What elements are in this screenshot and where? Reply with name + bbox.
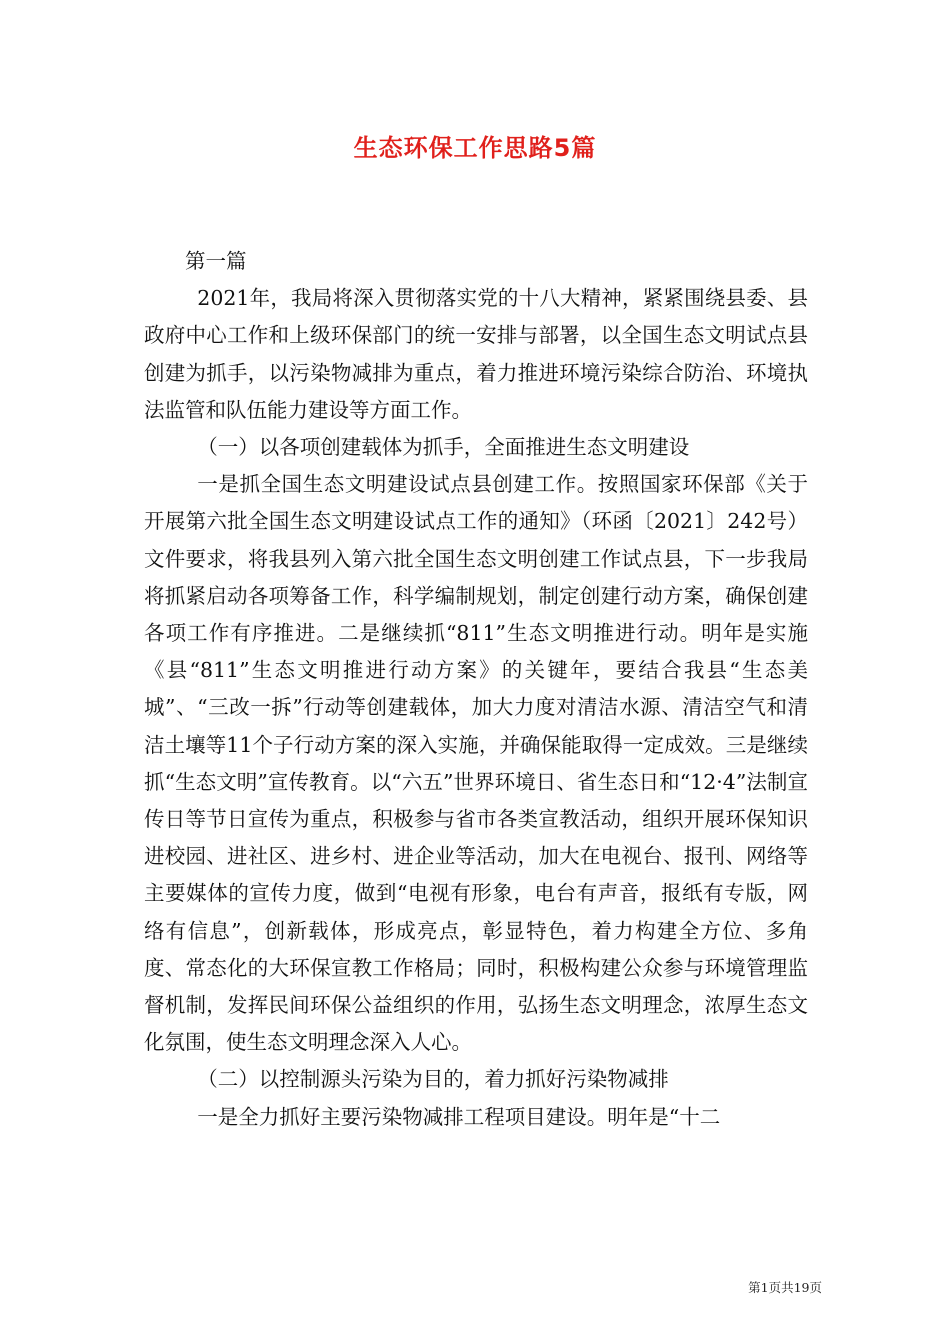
document-body bbox=[144, 243, 808, 1136]
paragraph-intro: 2021年，我局将深入贯彻落实党的十八大精神，紧紧围绕县委、县政府中心工作和上级环保部门的统一安排与部署，以全国生态文明试点县创建为抓手，以污染物减排为重点，着力推进环境污染综合防治、环境执法监管和队伍能力建设等方面工作。 bbox=[144, 286, 808, 422]
section-heading-2: （二）以控制源头污染为目的，着力抓好污染物减排 bbox=[197, 1067, 669, 1092]
section-heading-1: （一）以各项创建载体为抓手，全面推进生态文明建设 bbox=[197, 435, 690, 460]
section-label: 第一篇 bbox=[185, 249, 247, 273]
paragraph-ecological-civilization: 一是抓全国生态文明建设试点县创建工作。按照国家环保部《关于开展第六批全国生态文明建设试点工作的通知》（环函〔2021〕242号）文件要求，将我县列入第六批全国生态文明创建工作试点县，下一步我局将抓紧启动各项筹备工作，科学编制规划，制定创建行动方案，确保创建各项工作有序推进。二是继续抓“811”生态文明推进行动。明年是实施《县“811”生态文明推进行动方案》的关键年，要结合我县“生态美城”、“三改一拆”行动等创建载体，加大力度对清洁水源、清洁空气和清洁土壤等11个子行动方案的深入实施，并确保能取得一定成效。三是继续抓“生态文明”宣传教育。以“六五”世界环境日、省生态日和“12·4”法制宣传日等节日宣传为重点，积极参与省市各类宣教活动，组织开展环保知识进校园、进社区、进乡村、进企业等活动，加大在电视台、报刊、网络等主要媒体的宣传力度，做到“电视有形象，电台有声音，报纸有专版，网络有信息”，创新载体，形成亮点，彰显特色，着力构建全方位、多角度、常态化的大环保宣教工作格局；同时，积极构建公众参与环境管理监督机制，发挥民间环保公益组织的作用，弘扬生态文明理念，浓厚生态文化氛围，使生态文明理念深入人心。 bbox=[144, 472, 808, 1055]
paragraph-emission-reduction: 一是全力抓好主要污染物减排工程项目建设。明年是“十二 bbox=[197, 1104, 721, 1129]
document-title: 生态环保工作思路5篇 bbox=[353, 134, 597, 162]
page-number-footer: 第1页共19页 bbox=[748, 1280, 822, 1295]
